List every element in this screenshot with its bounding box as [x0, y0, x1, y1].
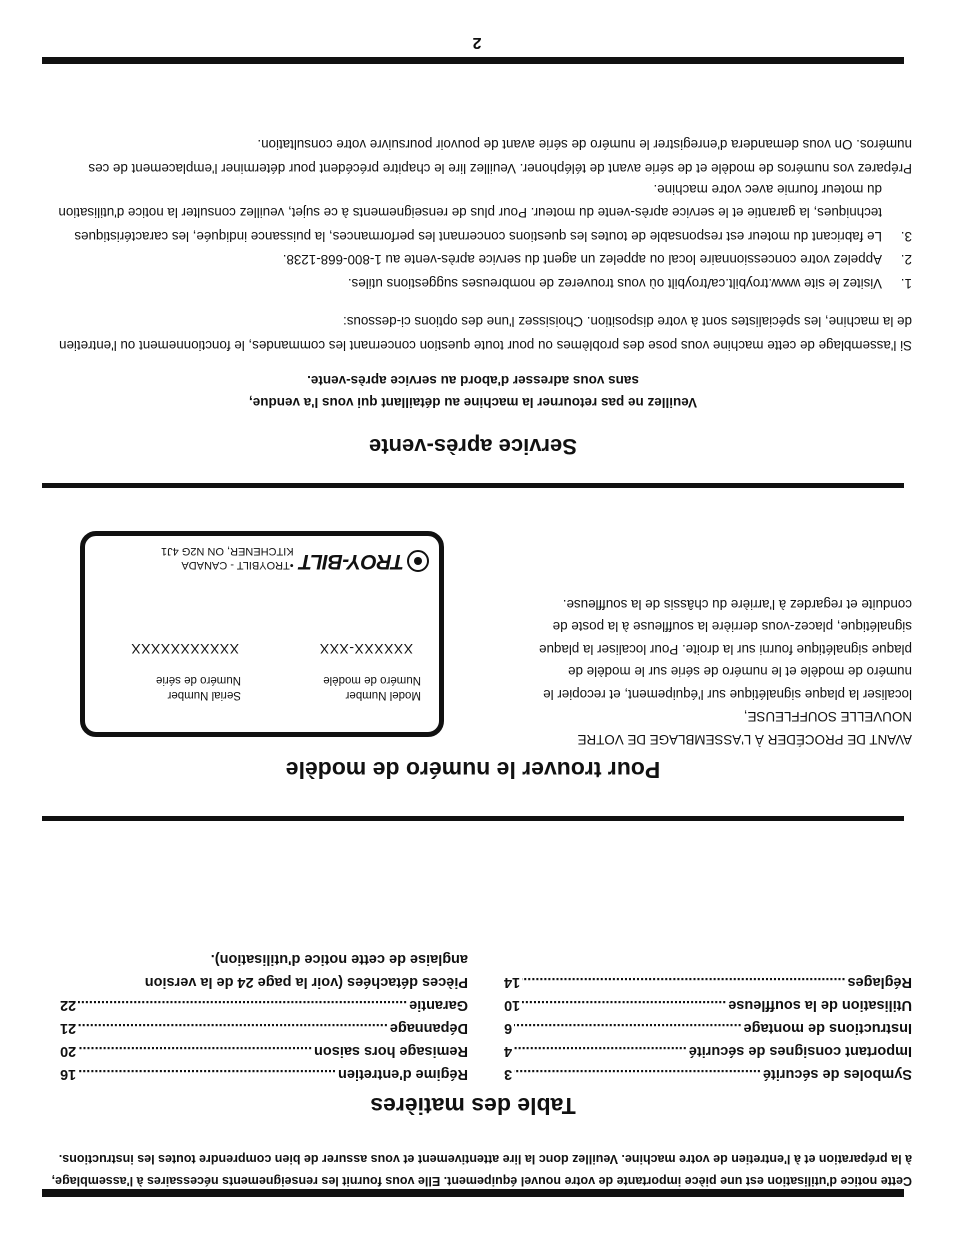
service-option-text: Appelez votre concessionnaire local ou appelez un agent du service après-vente au 1-800-668-1238.: [282, 252, 882, 268]
toc-leader: [78, 1062, 336, 1085]
plate-address-line1: •TROYBILT - CANADA: [181, 559, 294, 571]
model-number-value: XXXXXX-XXX: [319, 641, 413, 657]
toc-entry-page: 14: [504, 974, 521, 990]
model-plate-diagram: [80, 531, 444, 737]
toc-entry[interactable]: [504, 993, 912, 1016]
model-instructions: [532, 593, 912, 751]
toc-entry-page: 20: [60, 1043, 77, 1059]
service-warning-line2: sans vous adresser d'abord au service après-vente.: [307, 373, 639, 388]
page-number: 2: [472, 34, 482, 51]
toc-left-column: [504, 970, 912, 1085]
service-options-list: [42, 178, 912, 296]
service-option-number: 1.: [900, 276, 912, 291]
plate-address-line2: KITCHENER, ON N2G 4J1: [160, 545, 294, 557]
section-rule: [42, 816, 904, 821]
model-section-title: Pour trouver le numéro de modèle: [285, 757, 661, 783]
service-option-text: Le fabricant du moteur est responsable de toutes les questions concernant les performances, la puissance indiquée, les caractéristiques techniques, la garantie et le service après-vente du moteur. Pour plus de renseignements à ce sujet, veuillez consulter la notice d'utilisation du moteur fournie avec votre machine.: [58, 182, 882, 244]
toc-entry[interactable]: [504, 1039, 912, 1062]
service-intro: Si l'assemblage de cette machine vous pose des problèmes ou pour toute question concernant les commandes, le fonctionnement ou l'entretien de la machine, les spécialistes sont à votre disposition. Choisissez l'une des options ci-dessous:: [59, 314, 912, 353]
toc-entry-parts-note[interactable]: Pièces détachées (voir la page 24 de la version anglaise de cette notice d'utilisation).: [144, 951, 468, 990]
model-number-label-en: Model Number: [345, 689, 421, 701]
service-option: [42, 178, 912, 249]
plate-brand-block: [99, 544, 429, 574]
service-section-title: Service après-vente: [369, 434, 577, 459]
serial-number-label: [156, 672, 241, 702]
toc-entry-label: Garantie: [409, 997, 468, 1013]
troybilt-logo-icon: [407, 550, 429, 572]
toc-entry-label: Réglages: [847, 974, 912, 990]
section-rule: [42, 483, 904, 488]
toc-entry-label: Instructions de montage: [743, 1020, 912, 1036]
serial-number-label-fr: Numéro de série: [155, 674, 241, 686]
toc-entry-page: 10: [504, 997, 521, 1013]
plate-address: [161, 544, 294, 574]
service-option: [42, 272, 912, 296]
toc-entry-label: Régime d'entretien: [338, 1066, 468, 1082]
toc-entry[interactable]: [60, 1039, 468, 1062]
toc-entry[interactable]: [60, 1062, 468, 1085]
toc-title: Table des matières: [370, 1093, 576, 1119]
toc-entry[interactable]: [504, 1062, 912, 1085]
toc-entry-label: Dépannage: [389, 1020, 468, 1036]
service-option-text: Visitez le site www.troybilt.ca/troybilt où vous trouverez de nombreuses suggestions utiles.: [347, 276, 882, 291]
toc-leader: [78, 993, 407, 1016]
service-warning-line1: Veuillez ne pas retourner la machine au détaillant qui vous l'a vendue,: [248, 395, 698, 410]
model-number-label: [323, 672, 421, 702]
service-option-number: 3.: [900, 229, 912, 244]
toc-leader: [78, 1039, 312, 1062]
toc-leader: [522, 970, 845, 993]
toc-entry-page: 3: [504, 1066, 513, 1082]
toc-leader: [78, 1016, 388, 1039]
toc-entry-label: Remisage hors saison: [314, 1043, 468, 1059]
intro-paragraph: Cette notice d'utilisation est une pièce importante de votre nouvel équipement. Elle vous fournit les renseignements nécessaires à l'assemblage, à la préparation et à l'entretien de votre machine. Veuillez donc la lire attentivement et vous assurer de bien comprendre toutes les instructions.: [51, 1152, 912, 1188]
toc-leader: [522, 993, 726, 1016]
model-instructions-heading: AVANT DE PROCÉDER À L'ASSEMBLAGE DE VOTRE NOUVELLE SOUFFLEUSE,: [577, 709, 912, 747]
toc-leader: [514, 1039, 687, 1062]
toc-entry-label: Important consignes de sécurité: [688, 1043, 912, 1059]
service-warning: [42, 369, 904, 413]
serial-number-value: XXXXXXXXXXX: [130, 641, 239, 657]
toc-entry-page: 4: [504, 1043, 513, 1059]
model-number-label-fr: Numéro de modèle: [323, 674, 421, 686]
service-closing: Préparez vos numéros de modèle et de série avant de téléphoner. Veuillez lire le chapitre précédent pour déterminer l'emplacement de ces numéros. On vous demandera d'enregistrer le numéro de série avant de pouvoir poursuivre votre consultation.: [88, 137, 912, 176]
toc-entry[interactable]: [60, 1016, 468, 1039]
toc-entry[interactable]: [504, 1016, 912, 1039]
toc-entry-label: Utilisation de la souffleuse: [728, 997, 912, 1013]
troybilt-logo: TROY-BILT: [299, 550, 404, 573]
toc-leader: [514, 1016, 742, 1039]
model-instructions-body: localiser la plaque signalétique sur l'équipement, et recopier le numéro de modèle et le numéro de série sur le modèle de plaque signalétique fourni sur la droite. Pour localiser la plaque signalétique, placez-vous derrière la souffleuse à la poste de conduite et regardez à l'arrière du châssis de la souffleuse.: [539, 597, 912, 702]
bottom-rule: [42, 57, 904, 64]
toc-entry-label: Symboles de sécurité: [762, 1066, 912, 1082]
serial-number-label-en: Serial Number: [167, 689, 241, 701]
toc-right-column: [60, 947, 468, 1085]
toc-entry-page: 21: [60, 1020, 77, 1036]
service-option-number: 2.: [900, 252, 912, 268]
toc-entry[interactable]: [60, 993, 468, 1016]
toc-entry-page: 6: [504, 1020, 513, 1036]
toc-entry-page: 16: [60, 1066, 77, 1082]
toc-leader: [514, 1062, 761, 1085]
toc-entry[interactable]: [504, 970, 912, 993]
toc-entry-page: 22: [60, 997, 77, 1013]
service-option: [42, 248, 912, 272]
